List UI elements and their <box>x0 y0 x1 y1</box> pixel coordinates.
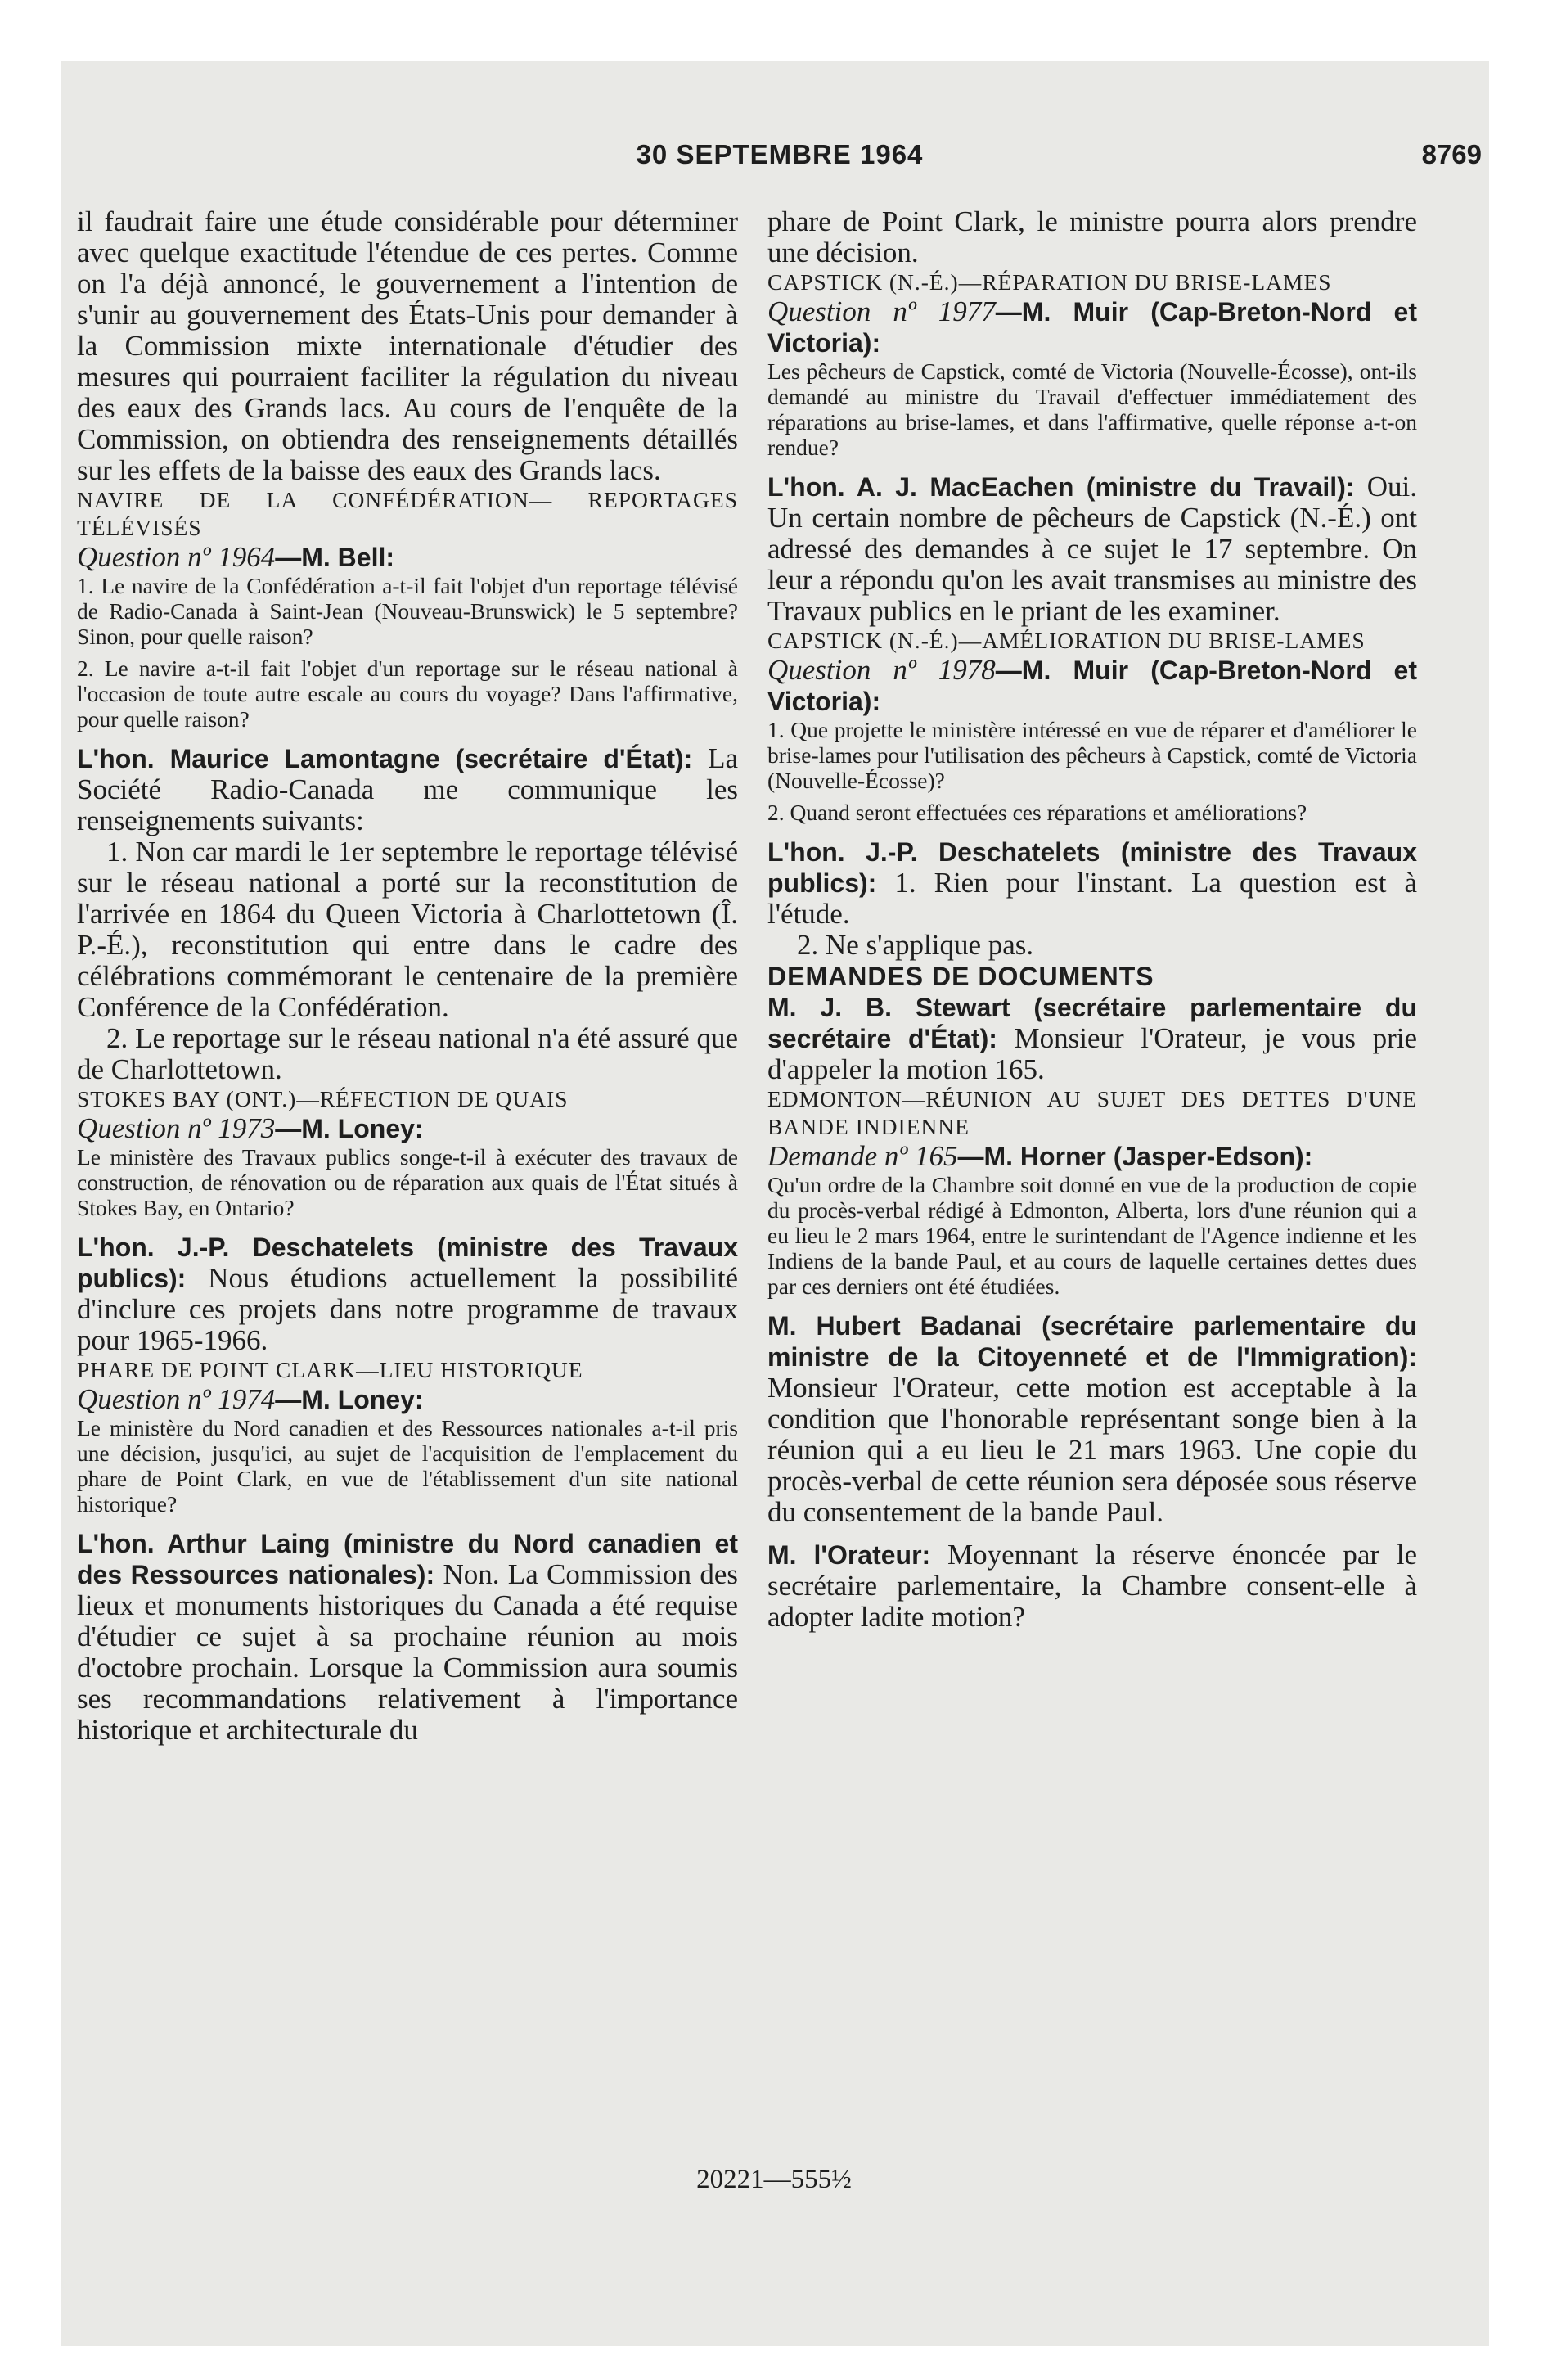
answer-text: La Société Radio-Canada me communique les renseignements suivants: <box>77 742 739 836</box>
answer-text: Nous étudions actuellement la possibilité d'inclure ces projets dans notre programme de travaux pour 1965-1966. <box>77 1262 738 1356</box>
speaker-name: M. l'Orateur: <box>767 1540 931 1570</box>
question-text: 1. Que projette le ministère intéressé en vue de réparer et d'améliorer le brise-lames pour l'utilisation des pêcheurs à Capstick, comté de Victoria (Nouvelle-Écosse)? <box>767 717 1417 793</box>
paragraph: il faudrait faire une étude considérable pour déterminer avec quelque exactitude l'étendue de ces pertes. Comme on l'a déjà annoncé, le gouvernement a l'intention de s'unir au gouvernement des États-Unis pour demander à la Commission mixte internationale d'étudier des mesures qui pourraient faciliter la régulation du niveau des eaux des Grands lacs. Au cours de l'enquête de la Commission, on obtiendra des renseignements détaillés sur les effets de la baisse des eaux des Grands lacs. <box>77 205 738 486</box>
question-line <box>77 1113 738 1144</box>
answer-text: 1. Non car mardi le 1er septembre le reportage télévisé sur le réseau national a porté sur la reconstitution de l'arrivée en 1864 du Queen Victoria à Charlottetown (Î. P.-É.), reconstitution qui entre dans le cadre des célébrations commémorant le centenaire de la première Conférence de la Confédération. <box>77 836 738 1023</box>
answer-paragraph <box>767 1310 1417 1528</box>
section-heading: CAPSTICK (N.-É.)—RÉPARATION DU BRISE-LAMES <box>767 269 1332 295</box>
right-column <box>767 206 1417 1633</box>
answer-text: Monsieur l'Orateur, cette motion est acceptable à la condition que l'honorable représentant songe bien à la réunion qui a eu lieu le 21 mars 1963. Une copie du procès-verbal de cette réunion sera déposée sous réserve du consentement de la bande Paul. <box>767 1372 1417 1528</box>
answer-paragraph <box>77 1232 738 1356</box>
motion-text: Qu'un ordre de la Chambre soit donné en vue de la production de copie du procès-verbal rédigé à Edmonton, Alberta, lors d'une réunion qui a eu lieu le 2 mars 1964, entre le surintendant de l'Agence indienne et les Indiens de la bande Paul, et au cours de laquelle certaines dettes dues par ces derniers ont été étudiées. <box>767 1172 1417 1299</box>
question-text: Les pêcheurs de Capstick, comté de Victoria (Nouvelle-Écosse), ont-ils demandé au ministre du Travail d'effectuer immédiatement des réparations au brise-lames, et dans l'affirmative, quelle réponse a-t-on rendue? <box>767 358 1417 460</box>
question-label: Question nº 1964 <box>77 541 276 573</box>
question-label: Question nº 1974 <box>77 1383 276 1415</box>
question-line <box>77 1384 738 1415</box>
page-date: 30 SEPTEMBRE 1964 <box>636 139 924 169</box>
answer-paragraph <box>767 992 1417 1085</box>
question-text: 2. Le navire a-t-il fait l'objet d'un reportage sur le réseau national à l'occasion de toute autre escale au cours du voyage? Dans l'affirmative, pour quelle raison? <box>77 656 738 732</box>
question-line <box>77 542 738 573</box>
question-line <box>767 1141 1417 1172</box>
question-text: 2. Quand seront effectuées ces réparations et améliorations? <box>767 800 1307 825</box>
answer-text: Oui. Un certain nombre de pêcheurs de Capstick (N.-É.) ont adressé des demandes à ce sujet le 17 septembre. On leur a répondu qu'on les avait transmises au ministre des Travaux publics en le priant de les examiner. <box>767 471 1418 627</box>
question-label: Question nº 1973 <box>77 1112 276 1144</box>
section-heading: PHARE DE POINT CLARK—LIEU HISTORIQUE <box>77 1357 583 1382</box>
speaker-name: L'hon. J.-P. Deschatelets (ministre des Travaux publics): <box>767 837 1417 898</box>
question-author: —M. Muir (Cap-Breton-Nord et Victoria): <box>767 656 1418 716</box>
answer-text: 1. Rien pour l'instant. La question est à l'étude. <box>767 867 1417 930</box>
answer-paragraph <box>767 1539 1417 1633</box>
answer-text: Moyennant la réserve énoncée par le secrétaire parlementaire, la Chambre consent-elle à adopter ladite motion? <box>767 1539 1418 1633</box>
speaker-name: L'hon. Arthur Laing (ministre du Nord canadien et des Ressources nationales): <box>77 1529 738 1589</box>
answer-text: 2. Le reportage sur le réseau national n'a été assuré que de Charlottetown. <box>77 1022 738 1085</box>
question-label: Demande nº 165 <box>767 1140 958 1172</box>
speaker-name: L'hon. Maurice Lamontagne (secrétaire d'État): <box>77 744 693 773</box>
question-author: —M. Bell: <box>275 543 395 572</box>
answer-paragraph <box>77 743 738 836</box>
answer-text: Non. La Commission des lieux et monuments historiques du Canada a été requise d'étudier ce sujet à sa prochaine réunion au mois d'octobre prochain. Lorsque la Commission aura soumis ses recommandations relativement à l'importance historique et architecturale du <box>77 1558 739 1746</box>
paragraph: phare de Point Clark, le ministre pourra alors prendre une décision. <box>767 205 1417 268</box>
section-title: DEMANDES DE DOCUMENTS <box>767 962 1154 991</box>
section-heading: CAPSTICK (N.-É.)—AMÉLIORATION DU BRISE-LAMES <box>767 628 1366 653</box>
question-line <box>767 296 1417 358</box>
question-line <box>767 655 1417 717</box>
page-number: 8769 <box>1421 139 1482 169</box>
section-heading: NAVIRE DE LA CONFÉDÉRATION— REPORTAGES TÉLÉVISÉS <box>77 487 738 540</box>
speaker-name: L'hon. J.-P. Deschatelets (ministre des Travaux publics): <box>77 1233 738 1293</box>
question-author: —M. Muir (Cap-Breton-Nord et Victoria): <box>767 297 1418 358</box>
section-heading: EDMONTON—RÉUNION AU SUJET DES DETTES D'UNE BANDE INDIENNE <box>767 1086 1417 1139</box>
speaker-name: L'hon. A. J. MacEachen (ministre du Travail): <box>767 472 1355 502</box>
answer-text: Monsieur l'Orateur, je vous prie d'appeler la motion 165. <box>767 1022 1418 1085</box>
answer-paragraph <box>767 836 1417 930</box>
speaker-name: M. Hubert Badanai (secrétaire parlementaire du ministre de la Citoyenneté et de l'Immigration): <box>767 1311 1417 1372</box>
question-text: 1. Le navire de la Confédération a-t-il fait l'objet d'un reportage télévisé de Radio-Canada à Saint-Jean (Nouveau-Brunswick) le 5 septembre? Sinon, pour quelle raison? <box>77 573 738 649</box>
left-column <box>77 206 738 1746</box>
speaker-name: M. J. B. Stewart (secrétaire parlementaire du secrétaire d'État): <box>767 993 1417 1053</box>
page-footer: 20221—555½ <box>696 2165 852 2194</box>
question-label: Question nº 1977 <box>767 295 996 327</box>
question-author: —M. Loney: <box>275 1385 424 1414</box>
question-text: Le ministère des Travaux publics songe-t-il à exécuter des travaux de construction, de rénovation ou de réparation aux quais de l'État situés à Stokes Bay, en Ontario? <box>77 1144 738 1220</box>
section-heading: STOKES BAY (ONT.)—RÉFECTION DE QUAIS <box>77 1086 569 1111</box>
question-label: Question nº 1978 <box>767 654 996 686</box>
page-header <box>76 139 1500 172</box>
question-author: —M. Loney: <box>275 1114 424 1143</box>
question-author: —M. Horner (Jasper-Edson): <box>957 1142 1313 1171</box>
question-text: Le ministère du Nord canadien et des Ressources nationales a-t-il pris une décision, jusqu'ici, au sujet de l'acquisition de l'emplacement du phare de Point Clark, en vue de l'établissement d'un site national historique? <box>77 1415 738 1517</box>
answer-paragraph <box>767 471 1417 627</box>
answer-text: 2. Ne s'applique pas. <box>797 929 1034 961</box>
answer-paragraph <box>77 1528 738 1746</box>
